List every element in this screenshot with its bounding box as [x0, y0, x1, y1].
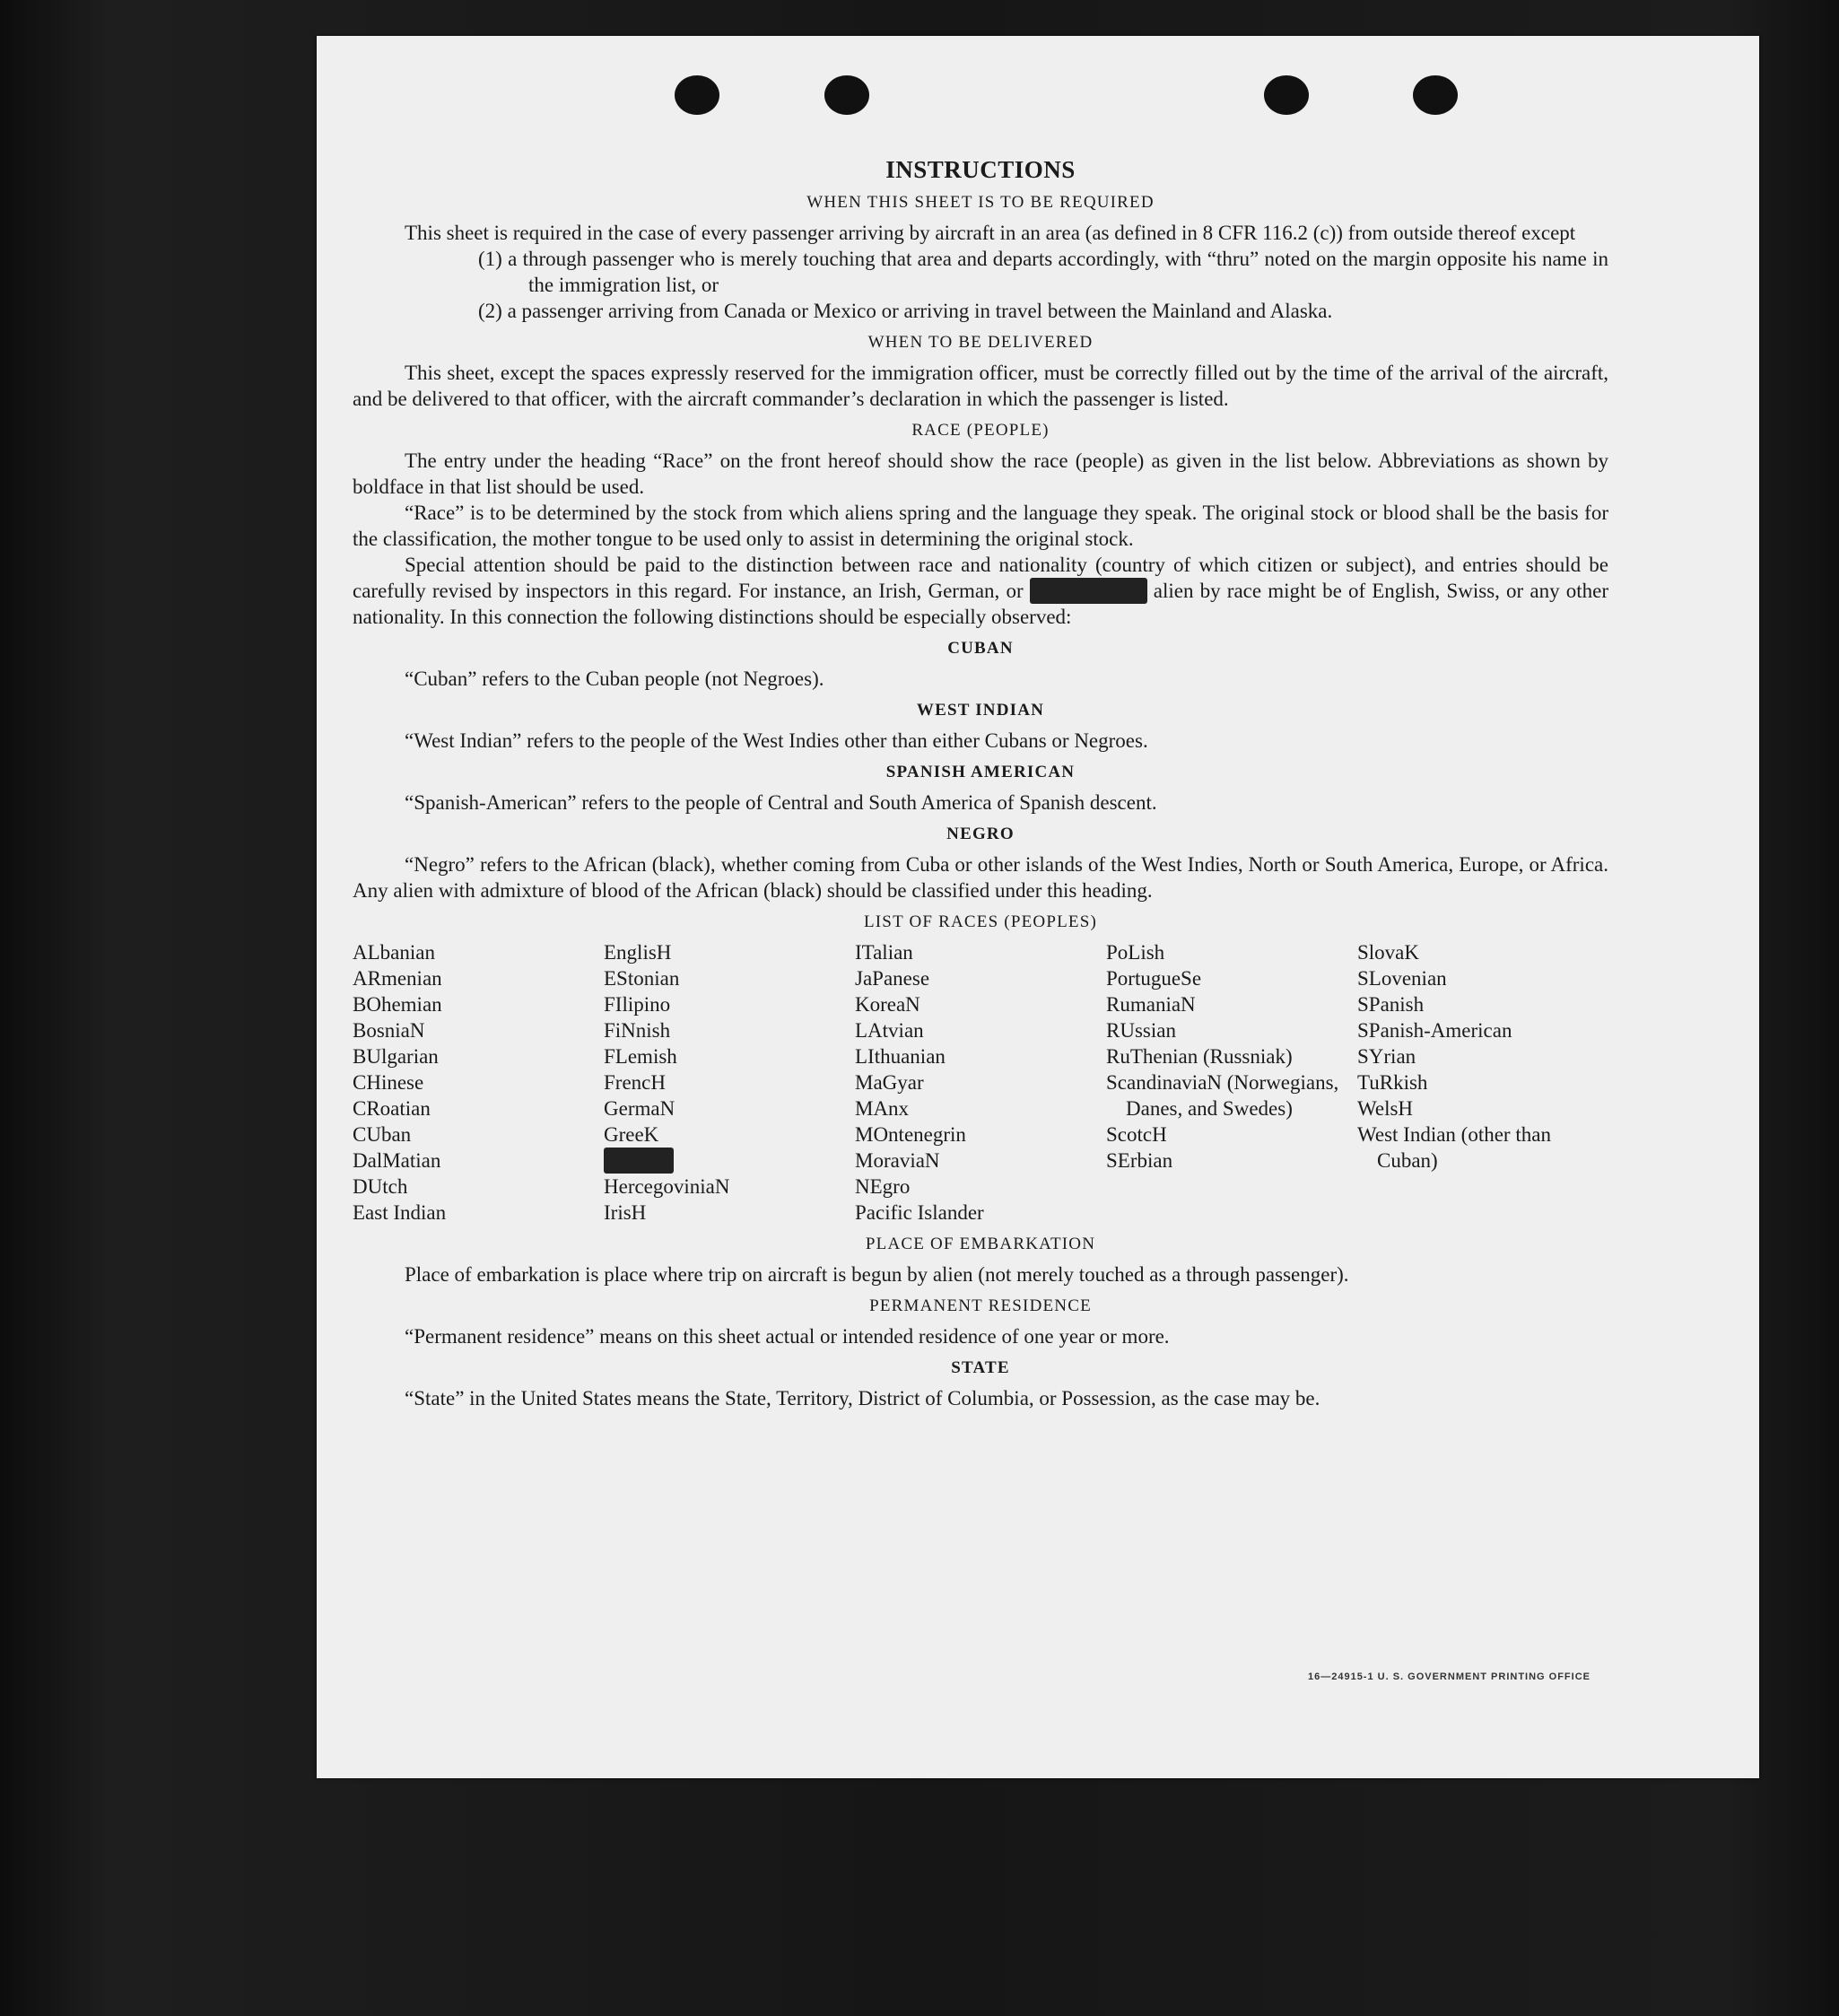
heading-when-required: WHEN THIS SHEET IS TO BE REQUIRED: [806, 193, 1155, 212]
list-item: MAnx: [855, 1097, 910, 1120]
heading-negro: NEGRO: [946, 825, 1015, 843]
list-item: CRoatian: [353, 1097, 431, 1120]
list-item: FiNnish: [604, 1019, 671, 1042]
race-paragraph-2: “Race” is to be determined by the stock from which aliens spring and the language they speak. The original stock or blood shall be the basis for the classification, the mother tongue to be used only to assist in determining the original stock.: [353, 502, 1608, 550]
list-item: SPanish-American: [1357, 1019, 1512, 1042]
list-item: MoraviaN: [855, 1149, 940, 1172]
list-item: FIlipino: [604, 993, 671, 1016]
punch-hole: [1264, 75, 1309, 115]
cuban-text: “Cuban” refers to the Cuban people (not Negroes).: [405, 668, 824, 690]
punch-hole: [675, 75, 719, 115]
list-item: East Indian: [353, 1201, 447, 1224]
heading-spanish-american: SPANISH AMERICAN: [885, 763, 1076, 781]
list-item: RumaniaN: [1106, 993, 1196, 1016]
heading-when-delivered: WHEN TO BE DELIVERED: [867, 333, 1094, 352]
when-required-intro: This sheet is required in the case of every passenger arriving by aircraft in an area (as defined in 8 CFR 116.2 (c)) from outside thereof except: [405, 222, 1576, 244]
list-item: West Indian (other than Cuban): [1357, 1123, 1551, 1172]
race-paragraph-1: The entry under the heading “Race” on the front hereof should show the race (people) as given in the list below. Abbreviations as shown by boldface in that list should be used.: [353, 449, 1608, 498]
list-item: KoreaN: [855, 993, 920, 1016]
printing-office-code: 16—24915-1 U. S. GOVERNMENT PRINTING OFFICE: [1307, 1671, 1591, 1682]
when-delivered-text: This sheet, except the spaces expressly reserved for the immigration officer, must be correctly filled out by the time of the arrival of the aircraft, and be delivered to that officer, with the aircraft commander’s declaration in which the passenger is listed.: [353, 362, 1608, 410]
list-item: SlovaK: [1357, 941, 1419, 964]
race-list: [353, 939, 1608, 1226]
heading-cuban: CUBAN: [947, 639, 1014, 658]
exception-item-2: (2) a passenger arriving from Canada or Mexico or arriving in travel between the Mainland and Alaska.: [478, 300, 1333, 322]
list-item: SYrian: [1357, 1045, 1416, 1068]
list-item-redacted: [604, 1148, 855, 1174]
list-item: EnglisH: [604, 941, 672, 964]
heading-permanent-residence: PERMANENT RESIDENCE: [869, 1296, 1092, 1315]
heading-race: RACE (PEOPLE): [911, 421, 1050, 440]
list-item: ITalian: [855, 941, 913, 964]
list-item: LAtvian: [855, 1019, 924, 1042]
exception-item-1: (1) a through passenger who is merely touching that area and departs accordingly, with “thru” noted on the margin opposite his name in the immigration list, or: [478, 248, 1608, 296]
list-item: Pacific Islander: [855, 1201, 984, 1224]
list-item: SPanish: [1357, 993, 1425, 1016]
instructions-content: [353, 156, 1608, 1411]
list-item: BosniaN: [353, 1019, 425, 1042]
redacted-word: HebreW: [604, 1149, 674, 1172]
race-paragraph-3-part-b: alien by race might be of English, Swiss, or any other nationality. In this connection the following distinctions should be especially observed:: [353, 580, 1609, 628]
heading-west-indian: WEST INDIAN: [916, 701, 1045, 720]
list-item: BUlgarian: [353, 1045, 439, 1068]
heading-state: STATE: [951, 1358, 1010, 1377]
list-item: EStonian: [604, 967, 680, 990]
list-item: RuThenian (Russniak): [1106, 1045, 1293, 1068]
race-column-4: [1106, 939, 1357, 1226]
embarkation-text: Place of embarkation is place where trip on aircraft is begun by alien (not merely touched as a through passenger).: [405, 1263, 1349, 1286]
redacted-word: Hebrew: [1030, 578, 1147, 604]
list-item: SErbian: [1106, 1149, 1173, 1172]
list-item: ALbanian: [353, 941, 435, 964]
document-page: [317, 36, 1759, 1778]
list-item: ScandinaviaN (Norwegians, Danes, and Swedes): [1106, 1071, 1339, 1120]
residence-text: “Permanent residence” means on this sheet actual or intended residence of one year or more.: [405, 1325, 1170, 1348]
list-item: DalMatian: [353, 1149, 441, 1172]
list-item: CHinese: [353, 1071, 424, 1094]
list-item: WelsH: [1357, 1097, 1414, 1120]
west-indian-text: “West Indian” refers to the people of the West Indies other than either Cubans or Negroes.: [405, 729, 1148, 752]
list-item: HercegoviniaN: [604, 1175, 730, 1198]
list-item: DUtch: [353, 1175, 408, 1198]
state-text: “State” in the United States means the State, Territory, District of Columbia, or Possession, as the case may be.: [405, 1387, 1320, 1409]
negro-text: “Negro” refers to the African (black), whether coming from Cuba or other islands of the West Indies, North or South America, Europe, or Africa. Any alien with admixture of blood of the African (black) should be classified under this heading.: [353, 853, 1608, 902]
list-item: GermaN: [604, 1097, 675, 1120]
race-column-3: [855, 939, 1106, 1226]
punch-hole: [1413, 75, 1458, 115]
list-item: ARmenian: [353, 967, 442, 990]
heading-list-of-races: LIST OF RACES (PEOPLES): [863, 912, 1098, 931]
heading-place-of-embarkation: PLACE OF EMBARKATION: [865, 1235, 1096, 1253]
race-column-5: [1357, 939, 1608, 1226]
race-paragraph-3: [353, 552, 1608, 630]
list-item: NEgro: [855, 1175, 911, 1198]
list-item: FrencH: [604, 1071, 666, 1094]
list-item: PortugueSe: [1106, 967, 1202, 990]
punch-hole: [824, 75, 869, 115]
list-item: GreeK: [604, 1123, 659, 1146]
list-item: ScotcH: [1106, 1123, 1167, 1146]
race-column-1: [353, 939, 604, 1226]
list-item: MOntenegrin: [855, 1123, 966, 1146]
list-item: LIthuanian: [855, 1045, 946, 1068]
list-item: PoLish: [1106, 941, 1165, 964]
list-item: JaPanese: [855, 967, 930, 990]
race-column-2: [604, 939, 855, 1226]
list-item: MaGyar: [855, 1071, 924, 1094]
race-paragraph-3-part-a: Special attention should be paid to the distinction between race and nationality (country of which citizen or subject), and entries should be carefully revised by inspectors in this regard. For instance, an Irish, German, or: [353, 554, 1608, 602]
list-item: BOhemian: [353, 993, 442, 1016]
page-title: INSTRUCTIONS: [885, 156, 1076, 183]
list-item: FLemish: [604, 1045, 677, 1068]
list-item: TuRkish: [1357, 1071, 1428, 1094]
spanish-american-text: “Spanish-American” refers to the people of Central and South America of Spanish descent.: [405, 791, 1157, 814]
list-item: SLovenian: [1357, 967, 1447, 990]
list-item: RUssian: [1106, 1019, 1176, 1042]
list-item: CUban: [353, 1123, 412, 1146]
list-item: IrisH: [604, 1201, 647, 1224]
